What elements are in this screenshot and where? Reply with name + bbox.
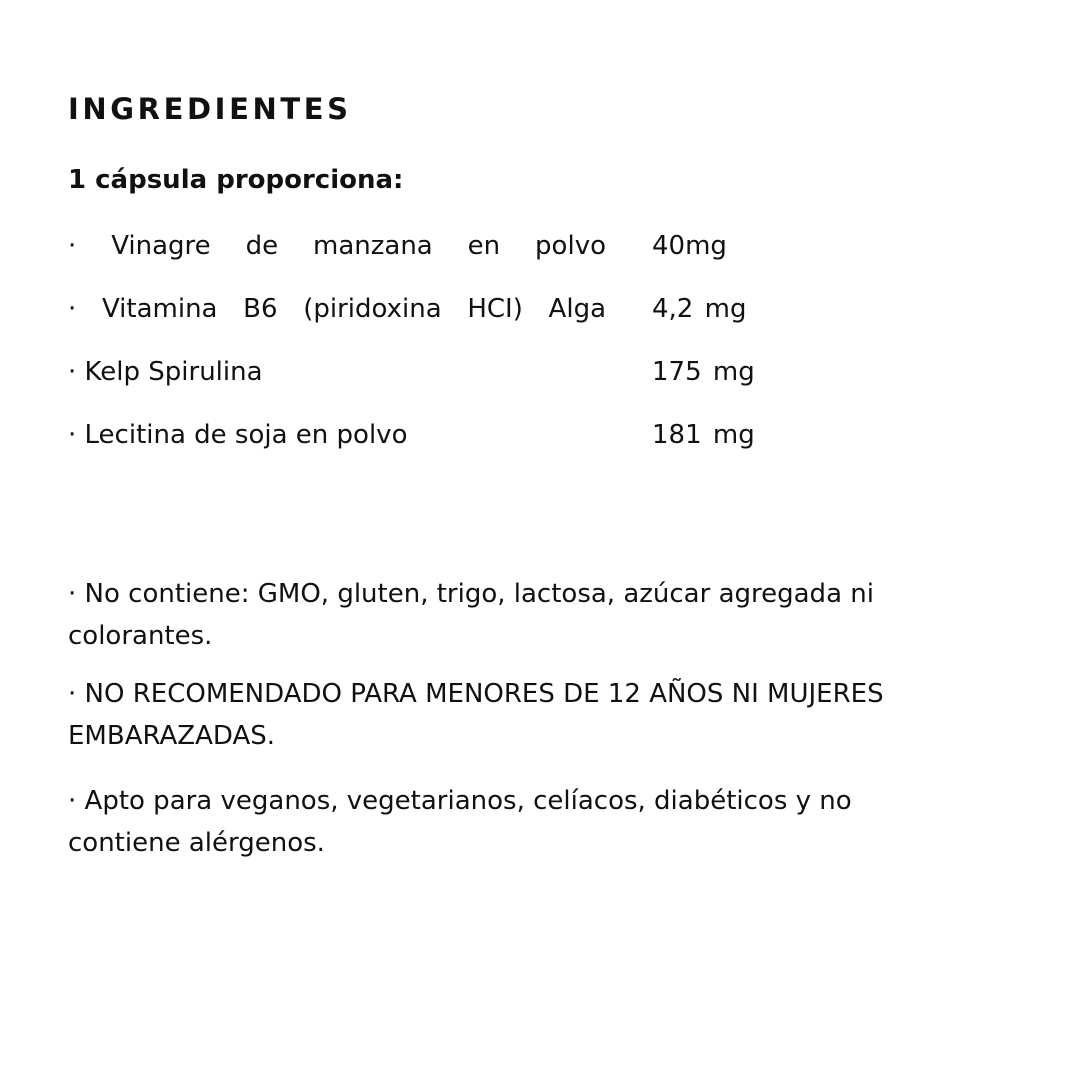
ingredient-row bbox=[68, 352, 788, 415]
page-title: INGREDIENTES bbox=[68, 92, 352, 126]
ingredient-list bbox=[68, 226, 788, 478]
ingredient-name: · Vinagre de manzana en polvo bbox=[68, 231, 606, 261]
dose-subtitle: 1 cápsula proporciona: bbox=[68, 165, 404, 195]
note-no-contiene: · No contiene: GMO, gluten, trigo, lactosa, azúcar agregada ni colorantes. bbox=[68, 579, 874, 651]
ingredient-name: · Vitamina B6 (piridoxina HCI) Alga bbox=[68, 294, 606, 324]
ingredient-amount: 181 mg bbox=[652, 420, 755, 450]
ingredient-name: · Lecitina de soja en polvo bbox=[68, 420, 408, 450]
ingredient-row bbox=[68, 226, 788, 289]
note-suitability: · Apto para veganos, vegetarianos, celíacos, diabéticos y no contiene alérgenos. bbox=[68, 786, 852, 858]
ingredient-amount: 4,2 mg bbox=[652, 294, 747, 324]
note-warning: · NO RECOMENDADO PARA MENORES DE 12 AÑOS NI MUJERES EMBARAZADAS. bbox=[68, 679, 884, 751]
ingredient-name: · Kelp Spirulina bbox=[68, 357, 263, 387]
ingredient-row bbox=[68, 289, 788, 352]
ingredient-amount: 175 mg bbox=[652, 357, 755, 387]
ingredient-row bbox=[68, 415, 788, 478]
ingredient-amount: 40mg bbox=[652, 231, 727, 261]
